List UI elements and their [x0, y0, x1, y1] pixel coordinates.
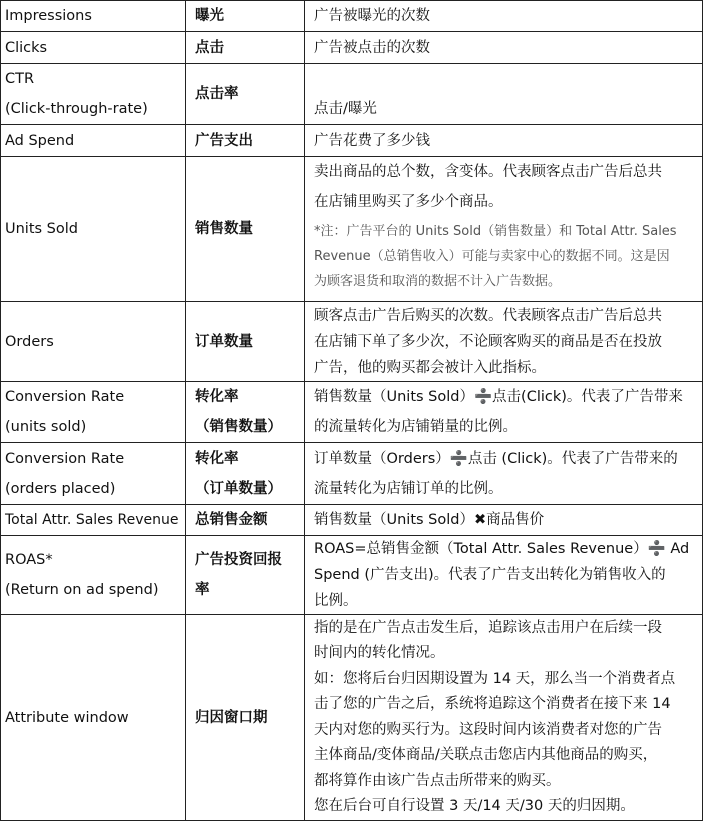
footnote: *注：广告平台的 Units Sold（销售数量）和 Total Attr. Sales	[314, 224, 677, 239]
chinese-term-cell: 归因窗口期	[186, 615, 305, 821]
table-row	[1, 157, 703, 302]
chinese-term-cell: 销售数量	[186, 157, 305, 302]
description-cell: 销售数量（Units Sold）➗点击(Click)。代表了广告带来 的流量转化为店铺销量的比例。	[305, 382, 703, 443]
table-row	[1, 443, 703, 505]
metric-name-cell: Conversion Rate (units sold)	[1, 382, 186, 443]
metric-name-cell: CTR (Click-through-rate)	[1, 64, 186, 125]
chinese-term-cell: 总销售金额	[186, 505, 305, 536]
metric-name-cell: Clicks	[1, 32, 186, 64]
footnote: Revenue（总销售收入）可能与卖家中心的数据不同。这是因	[314, 249, 670, 264]
metric-name-cell: Conversion Rate (orders placed)	[1, 443, 186, 505]
description-cell: ROAS=总销售金额（Total Attr. Sales Revenue）➗ Ad Spend (广告支出)。代表了广告支出转化为销售收入的 比例。	[305, 536, 703, 615]
chinese-term-cell: 转化率 （订单数量）	[186, 443, 305, 505]
table-row	[1, 302, 703, 382]
table-row	[1, 125, 703, 157]
chinese-term-cell: 曝光	[186, 1, 305, 32]
table-row	[1, 615, 703, 821]
description-cell: 广告被点击的次数	[305, 32, 703, 64]
description-cell: 顾客点击广告后购买的次数。代表顾客点击广告后总共 在店铺下单了多少次，不论顾客购买的商品是否在投放 广告，他的购买都会被计入此指标。	[305, 302, 703, 382]
metric-name-cell: Attribute window	[1, 615, 186, 821]
table-row	[1, 1, 703, 32]
chinese-term-cell: 订单数量	[186, 302, 305, 382]
description-cell: 指的是在广告点击发生后，追踪该点击用户在后续一段 时间内的转化情况。 如：您将后台归因期设置为 14 天，那么当一个消费者点 击了您的广告之后，系统将追踪这个消费者在接下来 14 天内对您的购买行为。这段时间内该消费者对您的广告 主体商品/变体商品/关联点击您店内其他商品的购买， 都将算作由该广告点击所带来的购买。 您在后台可自行设置 3 天/14 天/30 天的归因期。	[305, 615, 703, 821]
table-row	[1, 536, 703, 615]
description-cell: 订单数量（Orders）➗点击 (Click)。代表了广告带来的 流量转化为店铺订单的比例。	[305, 443, 703, 505]
description-cell: 销售数量（Units Sold）✖商品售价	[305, 505, 703, 536]
chinese-term-cell: 点击	[186, 32, 305, 64]
metric-name-cell: Units Sold	[1, 157, 186, 302]
chinese-term-cell: 广告支出	[186, 125, 305, 157]
table-row	[1, 505, 703, 536]
chinese-term-cell: 转化率 （销售数量）	[186, 382, 305, 443]
description-cell: 广告花费了多少钱	[305, 125, 703, 157]
chinese-term-cell: 点击率	[186, 64, 305, 125]
description-cell: 点击/曝光	[305, 64, 703, 125]
table-row	[1, 32, 703, 64]
metric-name-cell: Impressions	[1, 1, 186, 32]
description-cell: 广告被曝光的次数	[305, 1, 703, 32]
metric-name-cell: Total Attr. Sales Revenue	[1, 505, 186, 536]
metric-name-cell: ROAS* (Return on ad spend)	[1, 536, 186, 615]
chinese-term-cell: 广告投资回报 率	[186, 536, 305, 615]
description-cell: 卖出商品的总个数，含变体。代表顾客点击广告后总共 在店铺里购买了多少个商品。 *注：广告平台的 Units Sold（销售数量）和 Total Attr. Sales Revenue（总销售收入）可能与卖家中心的数据不同。这是因 为顾客退货和取消的数据不计入广告数据。	[305, 157, 703, 302]
metric-name-cell: Orders	[1, 302, 186, 382]
table-row	[1, 382, 703, 443]
metric-name-cell: Ad Spend	[1, 125, 186, 157]
table-row	[1, 64, 703, 125]
footnote: 为顾客退货和取消的数据不计入广告数据。	[314, 274, 562, 289]
